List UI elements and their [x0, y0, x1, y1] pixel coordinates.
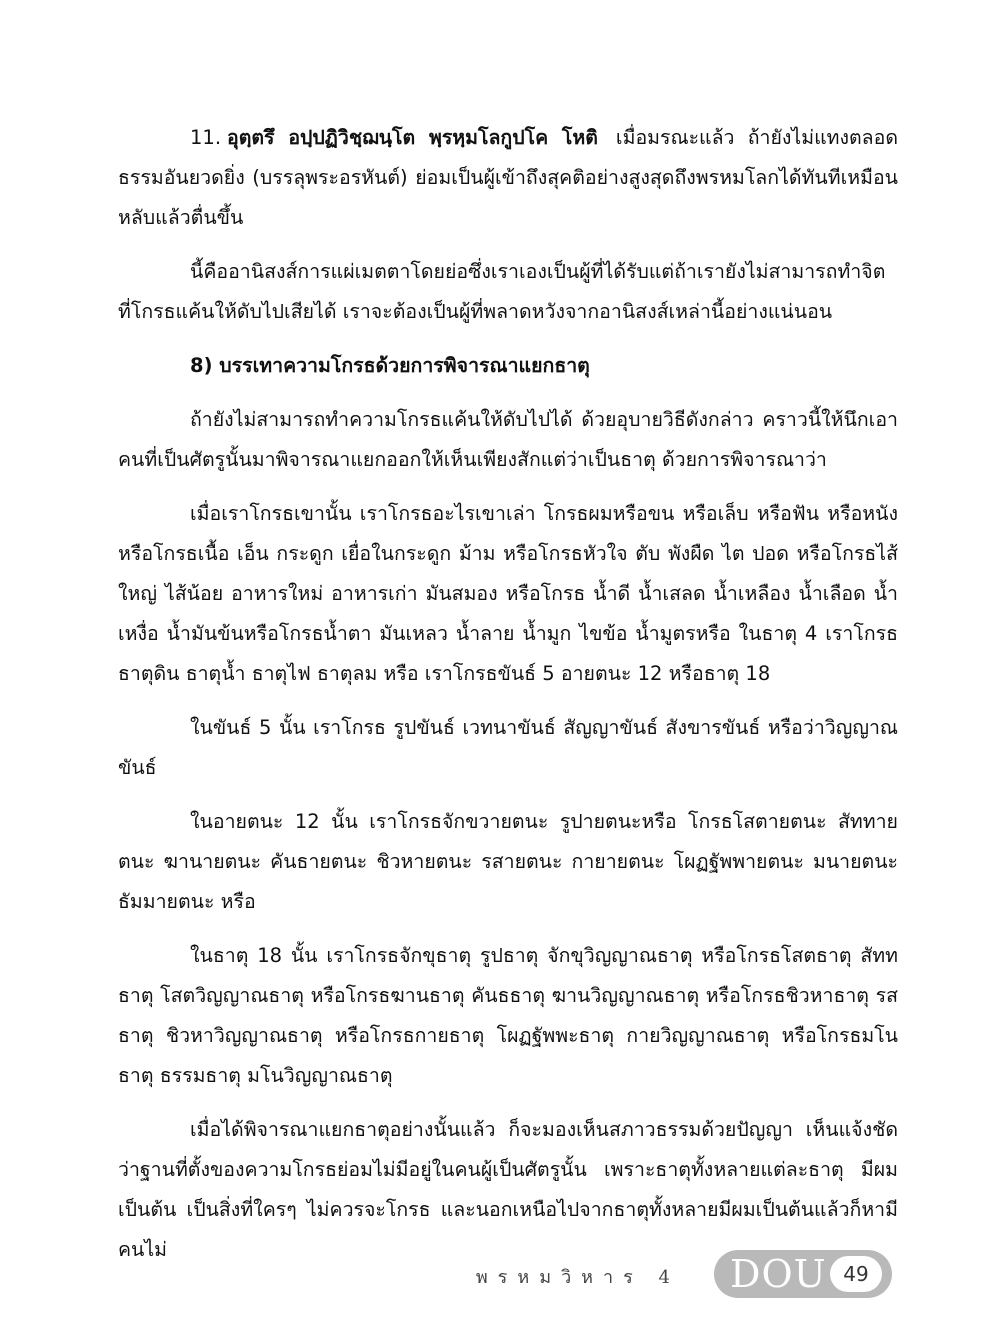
body-paragraph-1: ถ้ายังไม่สามารถทำความโกรธแค้นให้ดับไปได้ ด้วยอุบายวิธีดังกล่าว คราวนี้ให้นึกเอาคนที่เป็นศัตรูนั้นมาพิจารณาแยกออกให้เห็นเพียงสักแต่ว่าเป็นธาตุ ด้วยการพิจารณาว่า — [118, 408, 898, 471]
body-paragraph-6: เมื่อได้พิจารณาแยกธาตุอย่างนั้นแล้ว ก็จะมองเห็นสภาวธรรมด้วยปัญญา เห็นแจ้งชัดว่าฐานที่ตั้งของความโกรธย่อมไม่มีอยู่ในคนผู้เป็นศัตรูนั้น เพราะธาตุทั้งหลายแต่ละธาตุ มีผมเป็นต้น เป็นสิ่งที่ใครๆ ไม่ควรจะโกรธ และนอกเหนือไปจากธาตุทั้งหลายมีผมเป็นต้นแล้วก็หามีคนไม่ — [118, 1118, 898, 1261]
body-paragraph-5: ในธาตุ 18 นั้น เราโกรธจักขุธาตุ รูปธาตุ จักขุวิญญาณธาตุ หรือโกรธโสตธาตุ สัททธาตุ โสตวิญญาณธาตุ หรือโกรธฆานธาตุ คันธธาตุ ฆานวิญญาณธาตุ หรือโกรธชิวหาธาตุ รสธาตุ ชิวหาวิญญาณธาตุ หรือโกรธกายธาตุ โผฏฐัพพะธาตุ กายวิญญาณธาตุ หรือโกรธมโนธาตุ ธรรมธาตุ มโนวิญญาณธาตุ — [118, 944, 898, 1087]
summary-paragraph: นี้คืออานิสงส์การแผ่เมตตาโดยย่อซึ่งเราเองเป็นผู้ที่ได้รับแต่ถ้าเรายังไม่สามารถทำจิตที่โกรธแค้นให้ดับไปเสียได้ เราจะต้องเป็นผู้ที่พลาดหวังจากอานิสงส์เหล่านี้อย่างแน่นอน — [118, 260, 886, 323]
publisher-logo: DOU — [730, 1252, 827, 1296]
footer-book-title: พรหมวิหาร 4 — [475, 1267, 680, 1288]
item-11-number: 11. — [190, 126, 222, 149]
body-paragraph-4: ในอายตนะ 12 นั้น เราโกรธจักขวายตนะ รูปายตนะหรือ โกรธโสตายตนะ สัททายตนะ ฆานายตนะ คันธายตนะ ชิวหายตนะ รสายตนะ กายายตนะ โผฏฐัพพายตนะ มนายตนะ ธัมมายตนะ หรือ — [118, 810, 898, 913]
item-11-text: เมื่อมรณะแล้ว ถ้ายังไม่แทงตลอดธรรมอันยวดยิ่ง (บรรลุพระอรหันต์) ย่อมเป็นผู้เข้าถึงสุคติอย่างสูงสุดถึงพรหมโลกได้ทันทีเหมือนหลับแล้วตื่นขึ้น — [118, 126, 899, 229]
page-number: 49 — [830, 1256, 882, 1292]
section-heading: 8) บรรเทาความโกรธด้วยการพิจารณาแยกธาตุ — [190, 354, 590, 377]
body-paragraph-2: เมื่อเราโกรธเขานั้น เราโกรธอะไรเขาเล่า โกรธผมหรือขน หรือเล็บ หรือฟัน หรือหนัง หรือโกรธเนื้อ เอ็น กระดูก เยื่อในกระดูก ม้าม หรือโกรธหัวใจ ตับ พังผืด ไต ปอด หรือโกรธไส้ใหญ่ ไส้น้อย อาหารใหม่ อาหารเก่า มันสมอง หรือโกรธ น้ำดี น้ำเสลด น้ำเหลือง น้ำเลือด น้ำเหงื่อ น้ำมันข้นหรือโกรธน้ำตา มันเหลว น้ำลาย น้ำมูก ไขข้อ น้ำมูตรหรือ ในธาตุ 4 เราโกรธธาตุดิน ธาตุน้ำ ธาตุไฟ ธาตุลม หรือ เราโกรธขันธ์ 5 อายตนะ 12 หรือธาตุ 18 — [118, 502, 898, 685]
item-11-paragraph — [118, 118, 898, 238]
body-paragraph-3: ในขันธ์ 5 นั้น เราโกรธ รูปขันธ์ เวทนาขันธ์ สัญญาขันธ์ สังขารขันธ์ หรือว่าวิญญาณขันธ์ — [118, 716, 898, 779]
publisher-badge — [714, 1250, 892, 1298]
item-11-pali-phrase: อุตฺตรึ อปฺปฏิวิชฺฌนฺโต พฺรหฺมโลกูปโค โหติ — [227, 126, 598, 149]
document-body — [118, 118, 898, 1270]
